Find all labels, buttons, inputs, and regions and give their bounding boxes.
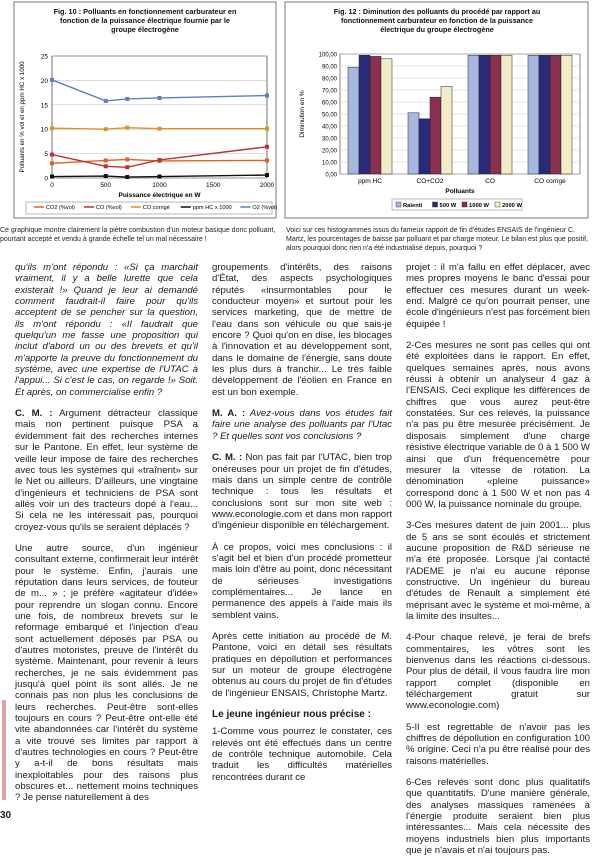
speaker-label: C. M. : [212,452,243,464]
paragraph: 4-Pour chaque relevé, je ferai de brefs commentaires, les vôtres sont les bienvenus dans les réactions ci-dessous. Pour plus de détail, il vous faudra lire mon rapport complet (disponible en téléchargement gratuit sur www.econologie.com) [406,632,590,712]
fig10-data-point [158,96,162,100]
fig12-bar [501,55,512,174]
fig12-bar [381,59,392,174]
fig12-legend-swatch [396,202,401,207]
fig10-data-point [265,158,269,162]
fig12-ytick: 10,00 [321,160,337,167]
fig12-bar [441,86,452,174]
fig12-caption: Voici sur ces histogrammes issus du fameux rapport de fin d'études ENSAIS de l'ingénieur C. Martz, les pourcentages de baisse par polluant et par charge moteur. Le bilan est plus que positif, alors pourquoi donc rien n'a été industrialisé depuis, pourquoi ? [286,227,588,252]
fig12-xtick: ppm HC [358,178,382,185]
fig10-xtick: 1500 [206,182,221,189]
fig12-legend-label: Ralenti [403,203,423,209]
fig12-ytick: 30,00 [321,136,337,143]
fig10-ytick: 0 [44,175,48,183]
fig10-legend-label: CO2 (%vol) [46,205,75,211]
fig10-title: fonction de la puissance électrique fournie par le [60,16,230,25]
paragraph: À ce propos, voici mes conclusions : il s'agit bel et bien d'un procédé prometteur mais loin d'être au point, donc nécessitant de sérieuses investigations complémentaires... Je lance en permanence des appels à l'aide mais ils semblent vains. [212,541,392,621]
fig12-bar [528,55,539,174]
paragraph: 6-Ces relevés sont donc plus qualitatifs que quantitatifs. D'une manière générale, des analyses massiques ramenées à l'énergie produite seraient bien plus intéressantes... Mais cela nécessite des moyens industriels bien plus importants que je n'avais et n'ai toujours pas. [406,777,590,857]
fig12-bar [408,113,419,174]
paragraph: Après cette initiation au procédé de M. Pantone, voici en détail ses résultats pratiques en dépollution et performances sur un moteur de groupe électrogène obtenus au cours du projet de fin d'études de l'ingénieur ENSAIS, Christophe Martz. [212,630,392,699]
fig10-data-point [125,157,129,161]
article-column-2 [212,262,392,793]
fig10-xtick: 500 [100,182,112,189]
fig12-ytick: 40,00 [321,124,337,131]
fig10-data-point [125,165,129,169]
fig12-ytick: 20,00 [321,148,337,155]
fig10-data-point [104,99,108,103]
fig12-ytick: 70,00 [321,88,337,95]
fig10-ytick: 10 [40,126,48,134]
fig12-bar [430,97,441,174]
fig12-bar [561,55,572,174]
fig10-data-point [104,164,108,168]
fig12-ytick: 0,00 [325,172,337,179]
fig10-data-point [104,158,108,162]
paragraph: qu'ils m'ont répondu : «Si ça marchait vraiment, il y a belle lurette que cela existerait !» Quand je leur ai demandé comment faudrait-il faire pour qu'ils acceptent de se pencher sur la question, ils m'ont répondu : «Il faudrait que quelqu'un me fasse une proposition qui inclut d'abord un ou des brevets et qu'il m'apporte la preuve du fonctionnement du système, avec une expertise de l'UTAC à l'appui... Si c'est le cas, on regarde !» Soit. Et après, on commercialise enfin ? [15,262,198,398]
fig12-bar [539,55,550,174]
figure-10 [12,0,278,220]
paragraph-text: Argument détracteur classique mais non pertinent puisque PSA a évidemment fait des recherches internes sur le Pantone. En effet, leur système de veille leur impose de faire des recherches avec tous les systèmes qui «traînent» sur le Net ou ailleurs. D'ailleurs, une vingtaine d'ingénieurs et techniciens de PSA sont allés voir un des tracteurs dopé à l'eau... Si cela ne les intéressait pas, pourquoi croyez-vous qu'ils se seraient déplacés ? [15,408,198,533]
fig12-chart [284,0,590,220]
fig10-data-point [158,175,162,179]
fig12-bar [359,55,370,174]
fig12-legend-label: 500 W [439,203,457,209]
speaker-label: C. M. : [15,408,53,420]
fig12-title: Fig. 12 : Diminution des polluants du procédé par rapport au [333,7,541,16]
fig10-title: groupe électrogène [111,25,179,34]
fig12-xtick: CO+CO2 [416,178,444,185]
fig10-data-point [104,174,108,178]
fig12-ylabel: Diminution en % [299,90,306,138]
fig12-legend-swatch [433,202,438,207]
page-number: 30 [0,810,12,821]
fig10-ytick: 15 [40,102,48,110]
fig10-data-point [50,161,54,165]
fig10-ytick: 25 [40,53,48,61]
fig10-data-point [158,158,162,162]
article-column-1 [15,262,198,814]
fig10-xtick: 1000 [152,182,167,189]
fig10-data-point [158,127,162,131]
fig10-data-point [104,127,108,131]
fig12-legend-label: 2000 W [502,203,522,209]
fig10-legend-label: O2 (%vol) [252,205,278,211]
fig10-ylabel: Polluants en % vol et en ppm HC x 1000 [19,61,26,173]
fig10-ytick: 5 [44,151,48,159]
paragraph: 3-Ces mesures datent de juin 2001... plus de 5 ans se sont écoulés et strictement aucune proposition de R&D sérieuse ne m'a été proposée. Lorsque j'ai contacté l'ADEME je n'ai eu aucune réponse constructive. Un ingénieur du bureau d'études de Renault a simplement été méprisant avec le système et moi-même, à la limite des insultes... [406,520,590,622]
figure-12 [284,0,590,220]
fig10-xtick: 0 [50,182,54,189]
fig12-legend-swatch [462,202,467,207]
page-edge-decoration [2,700,8,800]
fig10-data-point [50,175,54,179]
fig12-ytick: 90,00 [321,64,337,71]
fig10-caption: Ce graphique montre clairement la piètre combustion d'un moteur basique donc polluant, pourtant accepté et vendu à grande échelle tel un mal nécessaire ! [0,227,276,243]
fig10-data-point [265,127,269,131]
fig12-xtick: CO [485,178,495,185]
paragraph: projet : il m'a fallu en effet déplacer, avec mes propres moyens le banc d'essai pour effectuer ces mesures durant un week-end. Malgré ce qu'on pourrait penser, une école d'ingénieurs n'est pas forcément bien équipée ! [406,262,590,330]
fig10-data-point [125,97,129,101]
fig10-legend-label: ppm HC x 1000 [192,205,232,211]
fig10-title: Fig. 10 : Polluants en fonctionnement carburateur en [53,7,237,16]
fig12-legend-label: 1000 W [469,203,489,209]
fig10-data-point [50,126,54,130]
fig12-title: électrique du groupe électrogène [380,25,494,34]
fig12-title: fonctionnement carburateur en fonction de la puissance [340,16,534,25]
fig10-xtick: 2000 [259,182,275,189]
section-heading: Le jeune ingénieur nous précise : [212,709,371,721]
question-text: Avez-vous dans vos études fait faire une analyse des polluants par l'Utac ? Et quelles sont vos conclusions ? [212,408,392,442]
paragraph: 2-Ces mesures ne sont pas celles qui ont été exploitées dans le rapport. En effet, quelques semaines après, nous avons réussi à obtenir un analyseur 4 gaz à l'ENSAIS. Ceci explique les différences de chiffres que vous aurez peut-être constatées. Sur ces relevés, la puissance n'a pas pu être mesurée précisément. Je disposais simplement d'une charge résistive électrique variable de 0 à 1 500 W ainsi que d'un fréquencemètre pour mesurer la vitesse de rotation. La dénomination «pleine puissance» correspond donc à 1 500 W et non pas 4 000 W, la puissance nominale du groupe. [406,340,590,510]
paragraph [212,452,392,531]
paragraph: Une autre source, d'un ingénieur consultant externe, confirmerait leur intérêt pour le système. Enfin, j'aurais une réputation dans leurs services, de fouteur de m... » ; je préfère «agitateur d'idée» pour reprendre un slogan connu. Encore une fois, de nombreux brevets sur le reformage embarqué et l'injection d'eau sont actuellement déposés par PSA ou d'autres motoristes, preuve de l'intérêt du système. Maintenant, pour revenir à leurs recherches, je ne sais évidemment pas jusqu'à quel point ils sont allés. Je ne connais pas non plus les conclusions de leurs recherches. Peut-être sont-elles toujours en cours ? Peut-être ont-elle été vite abandonnées car l'intérêt du système a vite trouvé ses limites par rapport à d'autres technologies en cours ? Peut-être y a-t-il de bons résultats mais inexploitables pour des raisons plus obscures et... nettement moins techniques ? Je pense naturellement à des [15,542,198,804]
paragraph [212,408,392,442]
fig12-ytick: 50,00 [321,112,337,119]
fig10-data-point [50,78,54,82]
article-column-3 [406,262,590,867]
fig10-legend-label: CO corrigé [142,205,170,211]
fig12-xlabel: Polluants [445,188,475,195]
fig10-xlabel: Puissance électrique en W [118,192,201,199]
paragraph: 5-Il est regrettable de n'avoir pas les chiffres de dépollution en configuration 100 % origine. Ceci n'a pu être réalisé pour des raisons matérielles. [406,721,590,767]
fig12-bar [550,55,561,174]
fig12-bar [468,55,479,174]
fig10-chart [12,0,278,220]
fig12-bar [479,55,490,174]
fig10-legend-label: CO (%vol) [96,205,122,211]
fig12-bar [348,67,359,174]
paragraph: 1-Comme vous pourrez le constater, ces relevés ont été effectués dans un centre de contrôle technique automobile. Cela traduit les difficultés matérielles rencontrées durant ce [212,726,392,783]
fig10-data-point [50,153,54,157]
paragraph: groupements d'intérêts, des raisons d'État, des aspects psychologiques réputés «insurmontables pour le conducteur moyen» et surtout pour les services marketing, que de mettre de l'eau dans son véhicule ou que sais-je encore ? Quoi qu'on en dise, les blocages à l'innovation et au développement sont, dans le domaine de l'énergie, sans doute les plus durs à franchir... Le très faible développement de l'éolien en France en est un bon exemple. [212,262,392,398]
fig10-data-point [265,145,269,149]
paragraph-text: Non pas fait par l'UTAC, bien trop onéreuses pour un projet de fin d'études, mais dans un simple centre de contrôle technique : tous les résultats et conclusions sont sur mon site web : www.econologie.com et dans mon rapport d'ingénieur disponible en téléchargement. [212,452,392,532]
fig10-data-point [125,126,129,130]
fig10-data-point [265,94,269,98]
fig10-data-point [125,175,129,179]
paragraph [15,408,198,533]
fig12-xtick: CO corrigé [534,178,566,185]
fig12-legend-swatch [495,202,500,207]
fig12-ytick: 80,00 [321,76,337,83]
fig10-ytick: 20 [40,77,48,85]
fig12-bar [419,119,430,174]
fig12-bar [370,56,381,174]
fig12-bar [490,55,501,174]
fig12-ytick: 100,00 [318,52,337,59]
speaker-label: M. A. : [212,408,246,420]
fig12-ytick: 60,00 [321,100,337,107]
fig10-data-point [265,173,269,177]
